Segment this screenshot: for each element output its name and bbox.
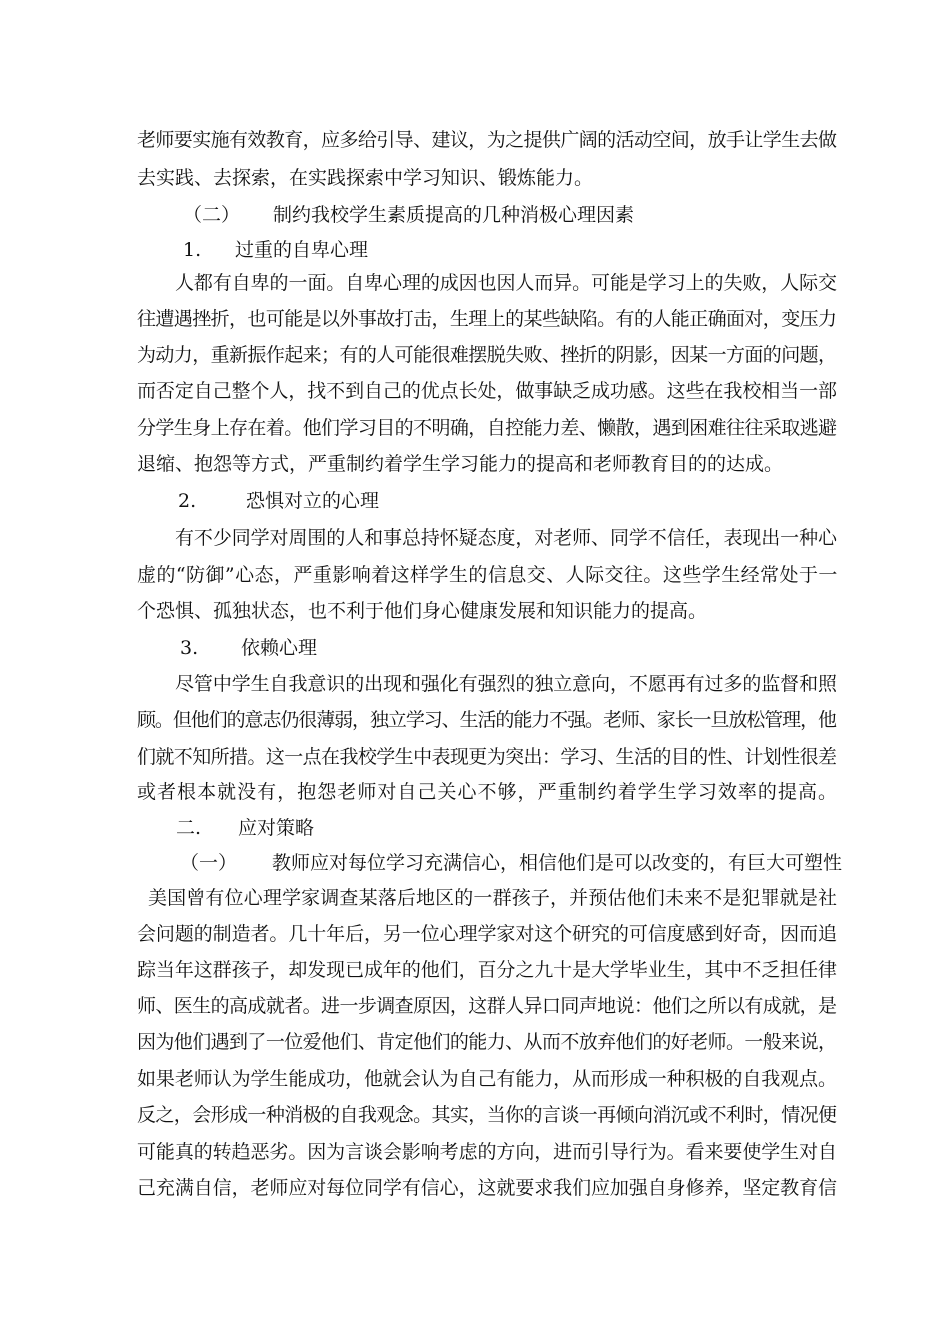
heading-text: 过重的自卑心理: [235, 239, 369, 261]
paragraph-line: 己充满自信，老师应对每位同学有信心，这就要求我们应加强自身修养，坚定教育信: [137, 1177, 837, 1199]
paragraph-line: 虚的“防御”心态，严重影响着这样学生的信息交、人际交往。这些学生经常处于一: [137, 564, 838, 586]
heading-text: 教师应对每位学习充满信心，相信他们是可以改变的，有巨大可塑性: [272, 852, 843, 874]
heading-number: （二）: [183, 204, 241, 226]
paragraph-line: 师、医生的高成就者。进一步调查原因，这群人异口同声地说：他们之所以有成就，是: [137, 995, 837, 1017]
paragraph-line: 们就不知所措。这一点在我校学生中表现更为突出：学习、生活的目的性、计划性很差: [137, 746, 837, 768]
subsection-heading: [180, 631, 317, 665]
paragraph-line: 美国曾有位心理学家调查某落后地区的一群孩子，并预估他们未来不是犯罪就是社: [148, 887, 838, 909]
paragraph-line: 会问题的制造者。几十年后，另一位心理学家对这个研究的可信度感到好奇，因而追: [137, 923, 837, 945]
paragraph-line: 可能真的转趋恶劣。因为言谈会影响考虑的方向，进而引导行为。看来要使学生对自: [137, 1141, 837, 1163]
heading-number: （一）: [180, 852, 238, 874]
heading-number: 1.: [183, 239, 202, 261]
paragraph-line: 人都有自卑的一面。自卑心理的成因也因人而异。可能是学习上的失败，人际交: [175, 272, 837, 294]
subsection-heading: [178, 484, 379, 518]
paragraph-line: 老师要实施有效教育，应多给引导、建议，为之提供广阔的活动空间，放手让学生去做: [137, 129, 837, 151]
paragraph-line: 踪当年这群孩子，却发现已成年的他们，百分之九十是大学毕业生，其中不乏担任律: [137, 959, 837, 981]
paragraph-line: 反之，会形成一种消极的自我观念。其实，当你的言谈一再倾向消沉或不利时，情况便: [137, 1104, 837, 1126]
heading-text: 恐惧对立的心理: [246, 490, 380, 512]
paragraph-line: 分学生身上存在着。他们学习目的不明确，自控能力差、懒散，遇到困难往往采取逃避: [137, 417, 837, 439]
paragraph-line: 有不少同学对周围的人和事总持怀疑态度，对老师、同学不信任，表现出一种心: [175, 527, 837, 549]
paragraph-line: 往遭遇挫折，也可能是以外事故打击，生理上的某些缺陷。有的人能正确面对，变压力: [137, 308, 837, 330]
heading-text: 依赖心理: [241, 637, 318, 659]
paragraph-line: 顾。但他们的意志仍很薄弱，独立学习、生活的能力不强。老师、家长一旦放松管理，他: [137, 709, 836, 731]
paragraph-line: 而否定自己整个人，找不到自己的优点长处，做事缺乏成功感。这些在我校相当一部: [137, 380, 837, 402]
heading-number: 2.: [178, 490, 197, 512]
heading-text: 应对策略: [238, 817, 315, 839]
heading-text: 制约我校学生素质提高的几种消极心理因素: [273, 204, 635, 226]
paragraph-line: 去实践、去探索，在实践探索中学习知识、锻炼能力。: [137, 167, 594, 189]
heading-number: 二.: [176, 817, 202, 839]
paragraph-line: 因为他们遇到了一位爱他们、肯定他们的能力、从而不放弃他们的好老师。一般来说，: [137, 1031, 837, 1053]
paragraph-line: 如果老师认为学生能成功，他就会认为自己有能力，从而形成一种积极的自我观点。: [137, 1068, 837, 1090]
section-heading: [183, 198, 634, 232]
paragraph-line: 或者根本就没有，抱怨老师对自己关心不够，严重制约着学生学习效率的提高。: [137, 781, 839, 803]
section-heading: [180, 846, 842, 880]
heading-number: 3.: [180, 637, 199, 659]
paragraph-line: 为动力，重新振作起来；有的人可能很难摆脱失败、挫折的阴影，因某一方面的问题，: [137, 344, 837, 366]
paragraph-line: 退缩、抱怨等方式，严重制约着学生学习能力的提高和老师教育目的的达成。: [137, 453, 784, 475]
section-heading: [176, 811, 314, 845]
paragraph-line: 尽管中学生自我意识的出现和强化有强烈的独立意向，不愿再有过多的监督和照: [175, 673, 837, 695]
paragraph-line: 个恐惧、孤独状态，也不利于他们身心健康发展和知识能力的提高。: [137, 600, 708, 622]
subsection-heading: [183, 233, 368, 267]
